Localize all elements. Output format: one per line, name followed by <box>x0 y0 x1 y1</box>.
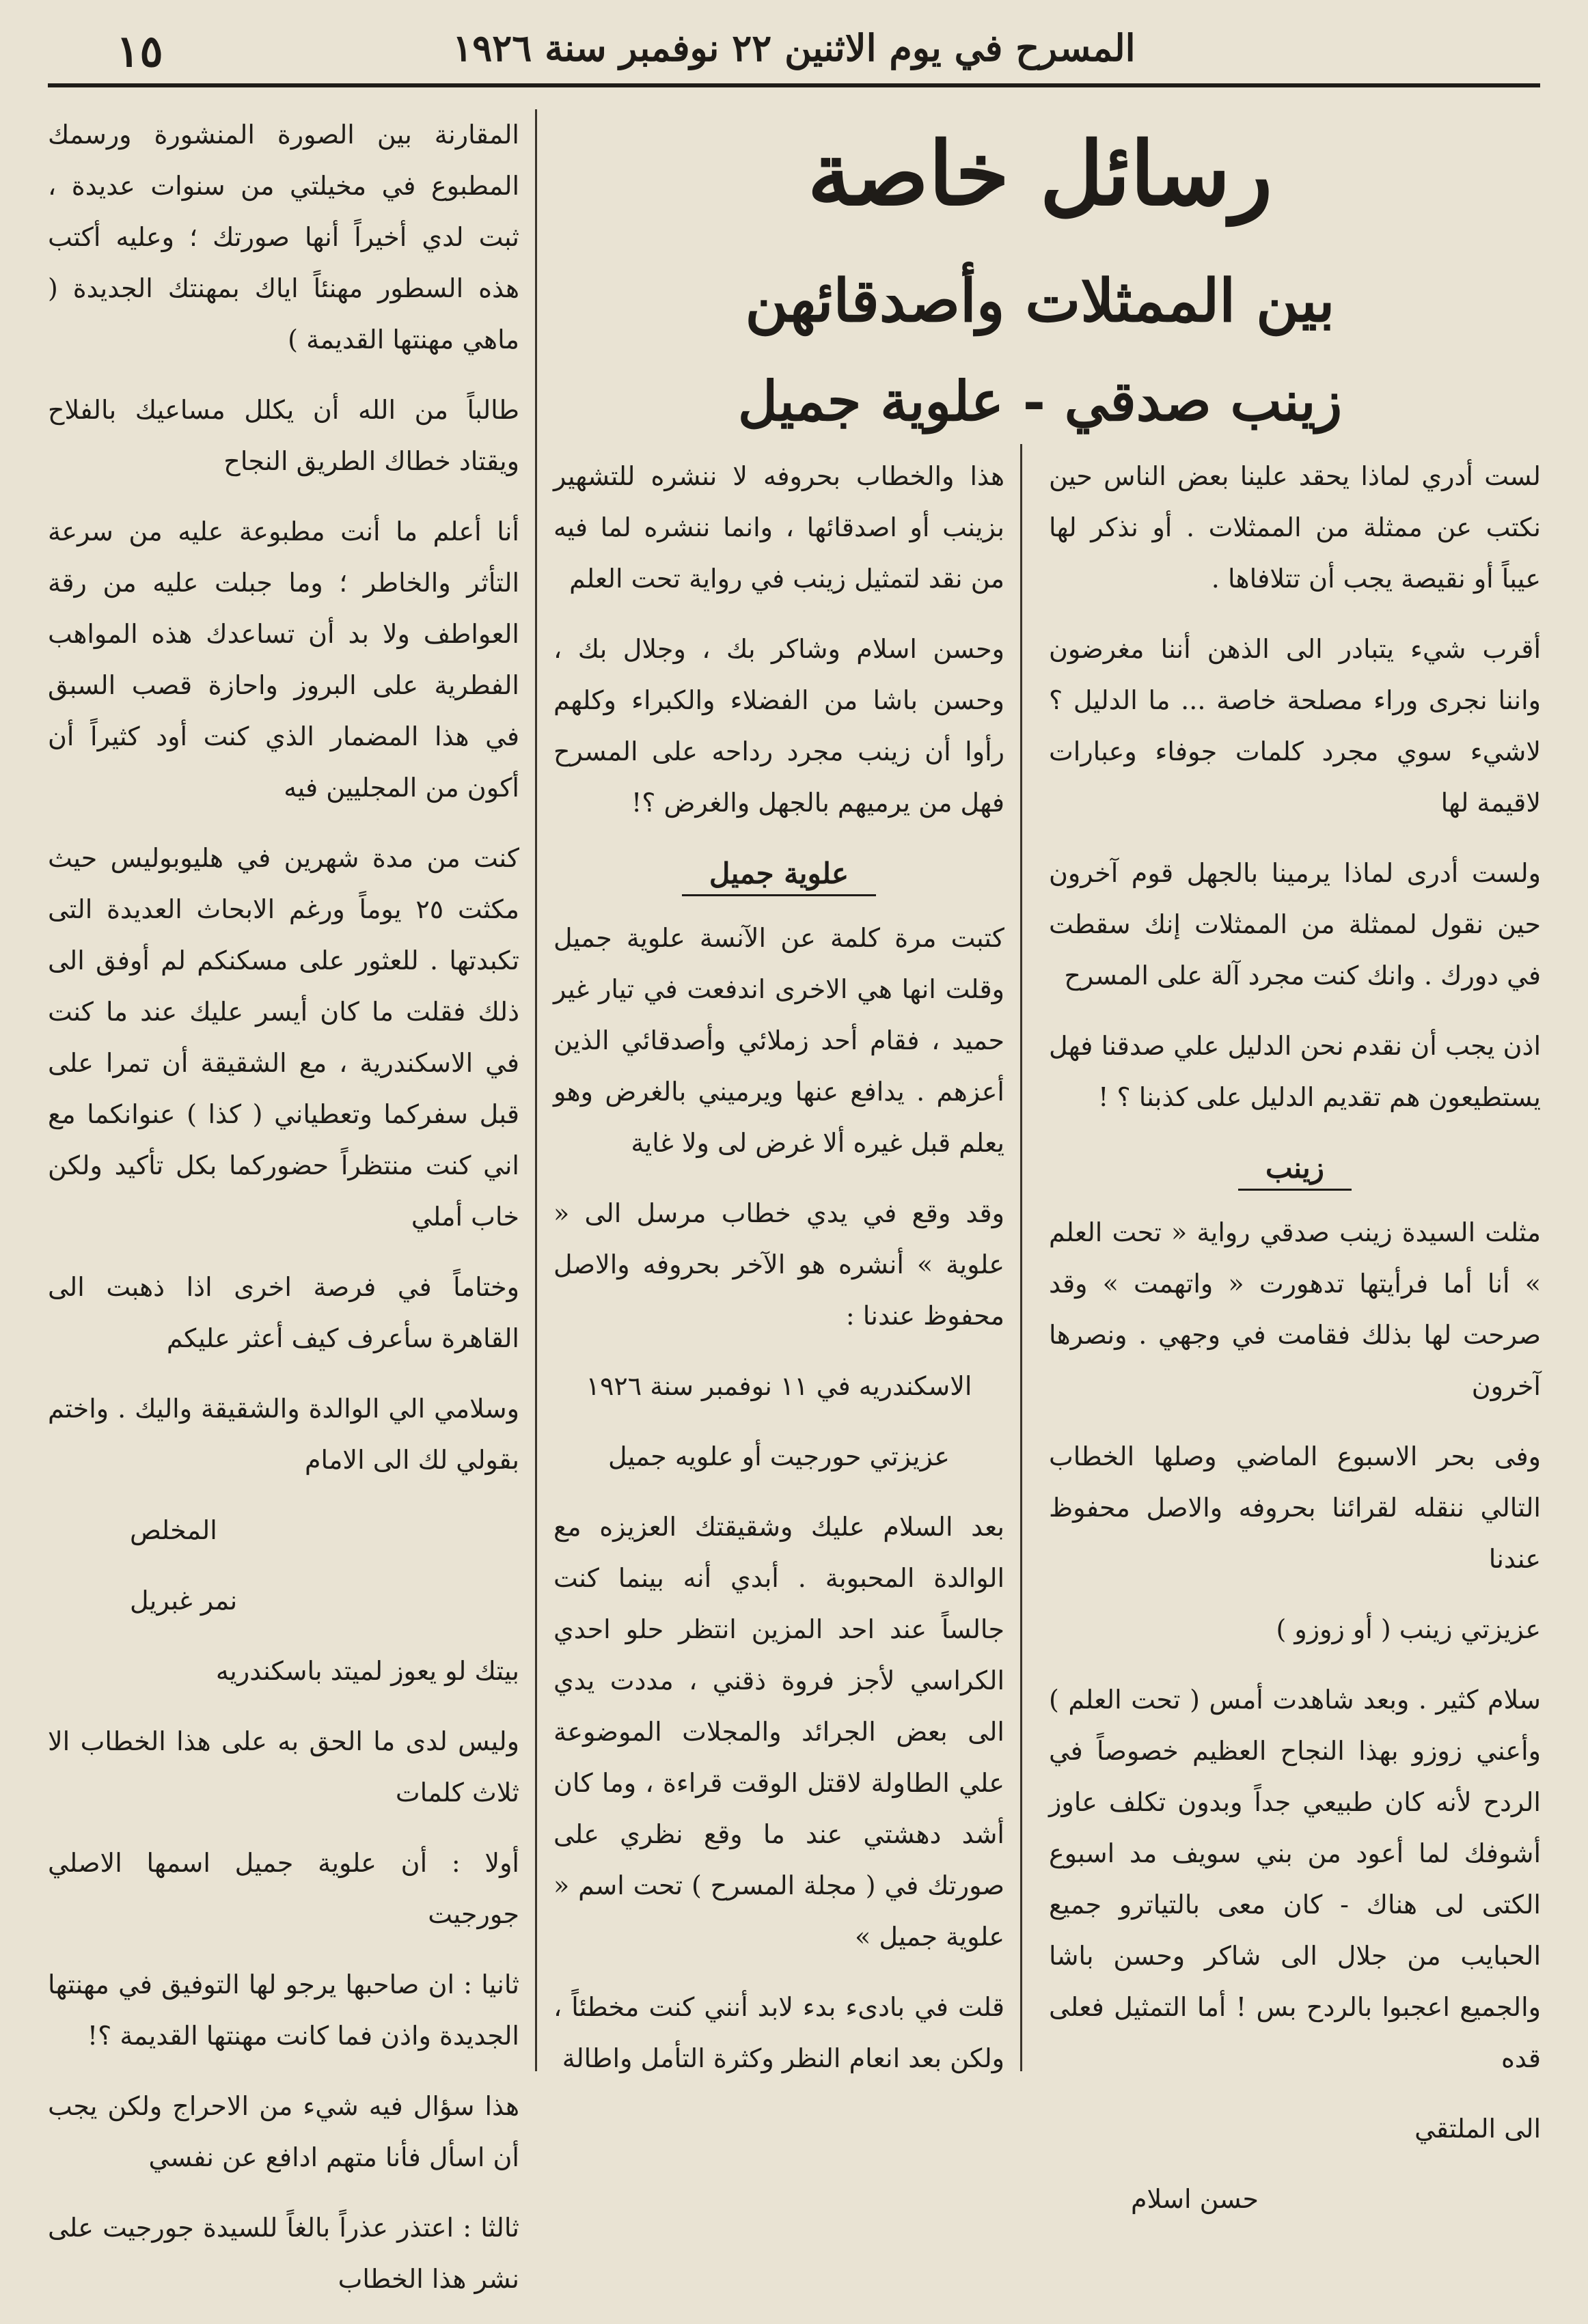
paragraph: سلام كثير . وبعد شاهدت أمس ( تحت العلم ) وأعني زوزو بهذا النجاح العظيم خصوصاً في الردح لأنه كان طبيعي جداً وبدون تكلف عاوز أشوفك لما أعود من بني سويف مد اسبوع الكتى لى هناك - كان معى بالتياترو جميع الحبايب من جلال الى شاكر وحسن باشا والجميع اعجبوا بالردح بس ! أما التمثيل فعلى قده <box>1049 1685 1541 2073</box>
paragraph: أولا : أن علوية جميل اسمها الاصلي جورجيت <box>48 1848 519 1929</box>
dateline: الاسكندريه في ١١ نوفمبر سنة ١٩٢٦ <box>586 1371 972 1401</box>
paragraph: أقرب شيء يتبادر الى الذهن أننا مغرضون واننا نجرى وراء مصلحة خاصة ... ما الدليل ؟ لاشيء سوي مجرد كلمات جوفاء وعبارات لاقيمة لها <box>1049 634 1541 818</box>
salutation: عزيزتي حورجيت أو علويه جميل <box>608 1441 950 1471</box>
paragraph: وليس لدى ما الحق به على هذا الخطاب الا ثلاث كلمات <box>48 1726 519 1808</box>
paragraph: أنا أعلم ما أنت مطبوعة عليه من سرعة التأثر والخاطر ؛ وما جبلت عليه من رقة العواطف ولا بد أن تساعدك هذه المواهب الفطرية على البروز واحازة قصب السبق في هذا المضمار الذي كنت أود كثيراً أن أكون من المجليين فيه <box>48 516 519 803</box>
right-column <box>1049 451 1541 2244</box>
header-rule <box>48 83 1540 87</box>
paragraph: وسلامي الي الوالدة والشقيقة واليك . واختم بقولي لك الى الامام <box>48 1394 519 1475</box>
paragraph: ولست أدرى لماذا يرمينا بالجهل قوم آخرون حين نقول لممثلة من الممثلات إنك سقطت في دورك . وانك كنت مجرد آلة على المسرح <box>1049 858 1541 991</box>
paragraph: قلت في بادىء بدء لابد أنني كنت مخطئاً ، ولكن بعد انعام النظر وكثرة التأمل واطالة <box>553 1992 1004 2073</box>
column-divider <box>535 109 537 2071</box>
paragraph: ثانيا : ان صاحبها يرجو لها التوفيق في مهنتها الجديدة واذن فما كانت مهنتها القديمة ؟! <box>48 1969 519 2051</box>
paragraph: عزيزتي زينب ( أو زوزو ) <box>1276 1614 1541 1644</box>
paragraph: وقد وقع في يدي خطاب مرسل الى « علوية » أنشره هو الآخر بحروفه والاصل محفوظ عندنا : <box>553 1198 1004 1331</box>
header-title: المسرح في يوم الاثنين ٢٢ نوفمبر سنة ١٩٢٦ <box>452 26 1136 70</box>
article-names: زينب صدقي - علوية جميل <box>737 369 1343 433</box>
left-column <box>48 109 519 2324</box>
paragraph: هذا والخطاب بحروفه لا ننشره للتشهير بزينب أو اصدقائها ، وانما ننشره لما فيه من نقد لتمثيل زينب في رواية تحت العلم <box>553 461 1004 594</box>
paragraph: المقارنة بين الصورة المنشورة ورسمك المطبوع في مخيلتي من سنوات عديدة ، ثبت لدي أخيراً أنها صورتك ؛ وعليه أكتب هذه السطور مهنئاً اياك بمهنتك الجديدة ( ماهي مهنتها القديمة ) <box>48 120 519 355</box>
signature: حسن اسلام <box>1131 2184 1259 2214</box>
paragraph: ثالثا : اعتذر عذراً بالغاً للسيدة جورجيت على نشر هذا الخطاب <box>48 2213 519 2294</box>
signature: نمر غبريل <box>130 1586 238 1616</box>
footnote: بيتك لو يعوز لميتد باسكندريه <box>215 1656 519 1686</box>
section-heading: علوية جميل <box>553 848 1004 899</box>
paragraph: وفى بحر الاسبوع الماضي وصلها الخطاب التالي ننقله لقرائنا بحروفه والاصل محفوظ عندنا <box>1049 1441 1541 1574</box>
section-heading: زينب <box>1049 1142 1541 1193</box>
column-divider <box>1020 444 1022 2071</box>
paragraph: مثلت السيدة زينب صدقي رواية « تحت العلم » أنا أما فرأيتها تدهورت « واتهمت » وقد صرحت لها بذلك فقامت في وجهي . ونصرها آخرون <box>1049 1217 1541 1401</box>
paragraph: كتبت مرة كلمة عن الآنسة علوية جميل وقلت انها هي الاخرى اندفعت في تيار غير حميد ، فقام أحد زملائي وأصدقائي الذين أعزهم . يدافع عنها ويرميني بالغرض وهو يعلم قبل غيره ألا غرض لى ولا غاية <box>553 923 1004 1158</box>
middle-column <box>553 451 1004 2103</box>
paragraph: اذن يجب أن نقدم نحن الدليل علي صدقنا فهل يستطيعون هم تقديم الدليل على كذبنا ؟ ! <box>1049 1031 1541 1112</box>
article-title: رسائل خاصة <box>807 123 1273 225</box>
closing: المخلص <box>130 1515 217 1545</box>
paragraph: كنت من مدة شهرين في هليوبوليس حيث مكثت ٢٥ يوماً ورغم الابحاث العديدة التى تكبدتها . للعثور على مسكنكم لم أوفق الى ذلك فقلت ما كان أيسر عليك عند ما كنت في الاسكندرية ، مع الشقيقة أن تمرا على قبل سفركما وتعطياني ( كذا ) عنوانكما مع اني كنت منتظراً حضوركما بكل تأكيد ولكن خاب أملي <box>48 843 519 1232</box>
page-number: ١٥ <box>116 26 163 77</box>
paragraph: وحسن اسلام وشاكر بك ، وجلال بك ، وحسن باشا من الفضلاء والكبراء وكلهم رأوا أن زينب مجرد رداحه على المسرح فهل من يرميهم بالجهل والغرض ؟! <box>553 634 1004 818</box>
article-subtitle: بين الممثلات وأصدقائهن <box>745 266 1335 335</box>
paragraph: الى الملتقي <box>1414 2114 1541 2144</box>
paragraph: بعد السلام عليك وشقيقتك العزيزه مع الوالدة المحبوبة . أبدي أنه بينما كنت جالساً عند احد المزين انتظر حلو احدي الكراسي لأجز فروة ذقني ، مددت يدي الى بعض الجرائد والمجلات الموضوعة علي الطاولة لاقتل الوقت قراءة ، وما كان أشد دهشتي عند ما وقع نظري على صورتك في ( مجلة المسرح ) تحت اسم « علوية جميل » <box>553 1512 1004 1952</box>
paragraph: وختاماً في فرصة اخرى اذا ذهبت الى القاهرة سأعرف كيف أعثر عليكم <box>48 1272 519 1353</box>
paragraph: هذا سؤال فيه شيء من الاحراج ولكن يجب أن اسأل فأنا متهم ادافع عن نفسي <box>48 2091 519 2172</box>
paragraph: لست أدري لماذا يحقد علينا بعض الناس حين نكتب عن ممثلة من الممثلات . أو نذكر لها عيباً أو نقيصة يجب أن تتلافاها . <box>1049 461 1541 594</box>
page-header <box>48 20 1540 82</box>
paragraph: طالباً من الله أن يكلل مساعيك بالفلاح ويقتاد خطاك الطريق النجاح <box>48 395 519 476</box>
